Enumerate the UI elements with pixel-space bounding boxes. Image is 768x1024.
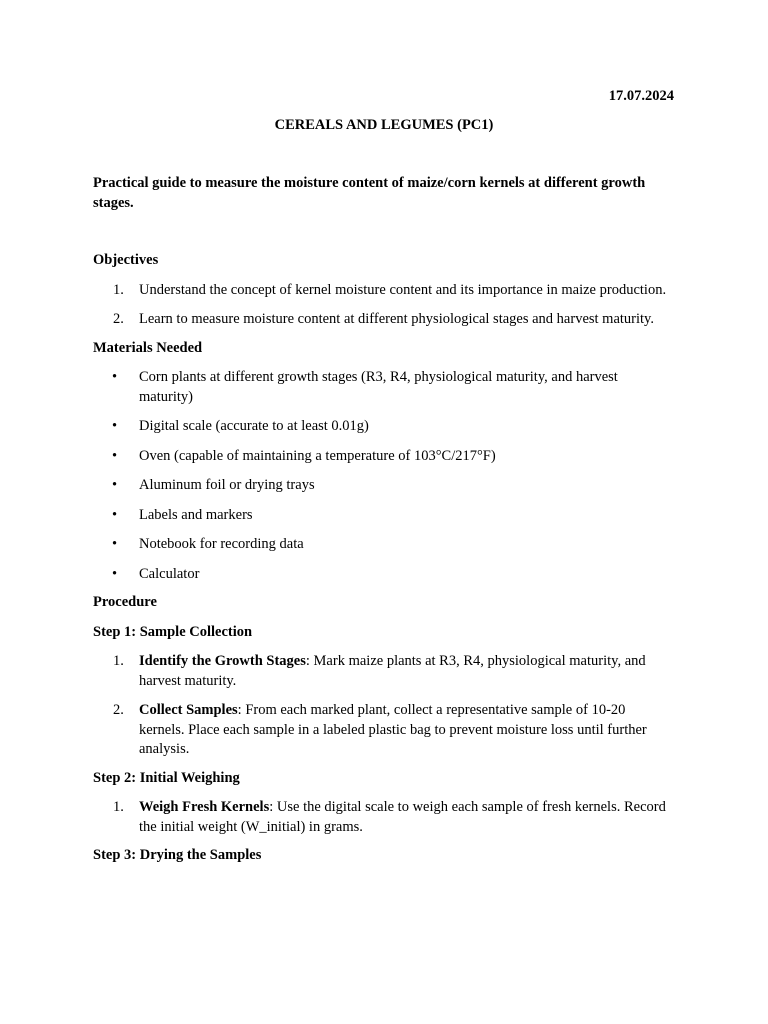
list-item <box>93 701 673 760</box>
document-body <box>93 174 673 866</box>
bullet-icon: • <box>112 418 118 434</box>
list-item-text: Notebook for recording data <box>139 536 304 552</box>
list-number: 2. <box>113 702 124 718</box>
list-item <box>93 652 673 691</box>
materials-heading: Materials Needed <box>93 339 203 356</box>
document-date: 17.07.2024 <box>608 88 674 104</box>
step2-list <box>93 798 673 837</box>
bullet-icon: • <box>112 506 118 523</box>
list-item-text: Learn to measure moisture content at different physiological stages and harvest maturity. <box>139 311 654 327</box>
list-item-text: Aluminum foil or drying trays <box>139 477 315 493</box>
list-item <box>93 310 673 330</box>
materials-list <box>93 368 673 584</box>
list-item-bold: Weigh Fresh Kernels <box>139 799 270 815</box>
list-item <box>93 535 673 555</box>
bullet-icon: • <box>112 536 118 552</box>
objectives-heading: Objectives <box>93 252 159 268</box>
list-number: 2. <box>113 311 124 327</box>
objectives-list <box>93 281 673 330</box>
list-item <box>93 565 673 585</box>
list-item-text: Digital scale (accurate to at least 0.01g) <box>139 418 369 434</box>
list-item <box>93 798 673 837</box>
step2-heading: Step 2: Initial Weighing <box>93 769 240 786</box>
document-title: CEREALS AND LEGUMES (PC1) <box>274 117 494 133</box>
list-item-bold: Identify the Growth Stages <box>139 653 306 669</box>
procedure-heading: Procedure <box>93 594 157 610</box>
list-item-text: : From each marked plant, collect a representative sample of 10-20 kernels. Place each sample in a labeled plastic bag to prevent moisture loss until further analysis. <box>139 702 647 757</box>
bullet-icon: • <box>112 369 118 385</box>
list-item <box>93 368 673 407</box>
list-number: 1. <box>113 653 124 669</box>
list-number: 1. <box>113 281 124 298</box>
list-item-text: Understand the concept of kernel moisture content and its importance in maize production. <box>139 281 667 298</box>
bullet-icon: • <box>112 447 118 464</box>
bullet-icon: • <box>112 565 118 582</box>
list-item <box>93 476 673 496</box>
intro-paragraph: Practical guide to measure the moisture content of maize/corn kernels at different growth stages. <box>93 175 646 211</box>
list-item-text: Labels and markers <box>139 506 253 523</box>
list-number: 1. <box>113 799 124 815</box>
list-item-text: Oven (capable of maintaining a temperature of 103°C/217°F) <box>139 447 496 464</box>
step3-heading: Step 3: Drying the Samples <box>93 847 262 863</box>
bullet-icon: • <box>112 477 118 493</box>
list-item-text: : Use the digital scale to weigh each sample of fresh kernels. Record the initial weight (W_initial) in grams. <box>139 799 666 835</box>
step1-list <box>93 652 673 760</box>
list-item <box>93 417 673 437</box>
list-item <box>93 281 673 301</box>
list-item-text: Calculator <box>139 565 200 582</box>
list-item-text: Corn plants at different growth stages (R3, R4, physiological maturity, and harvest maturity) <box>139 369 618 405</box>
list-item <box>93 447 673 467</box>
list-item <box>93 506 673 526</box>
list-item-text: : Mark maize plants at R3, R4, physiological maturity, and harvest maturity. <box>139 653 646 689</box>
list-item-bold: Collect Samples <box>139 702 238 718</box>
step1-heading: Step 1: Sample Collection <box>93 623 253 640</box>
